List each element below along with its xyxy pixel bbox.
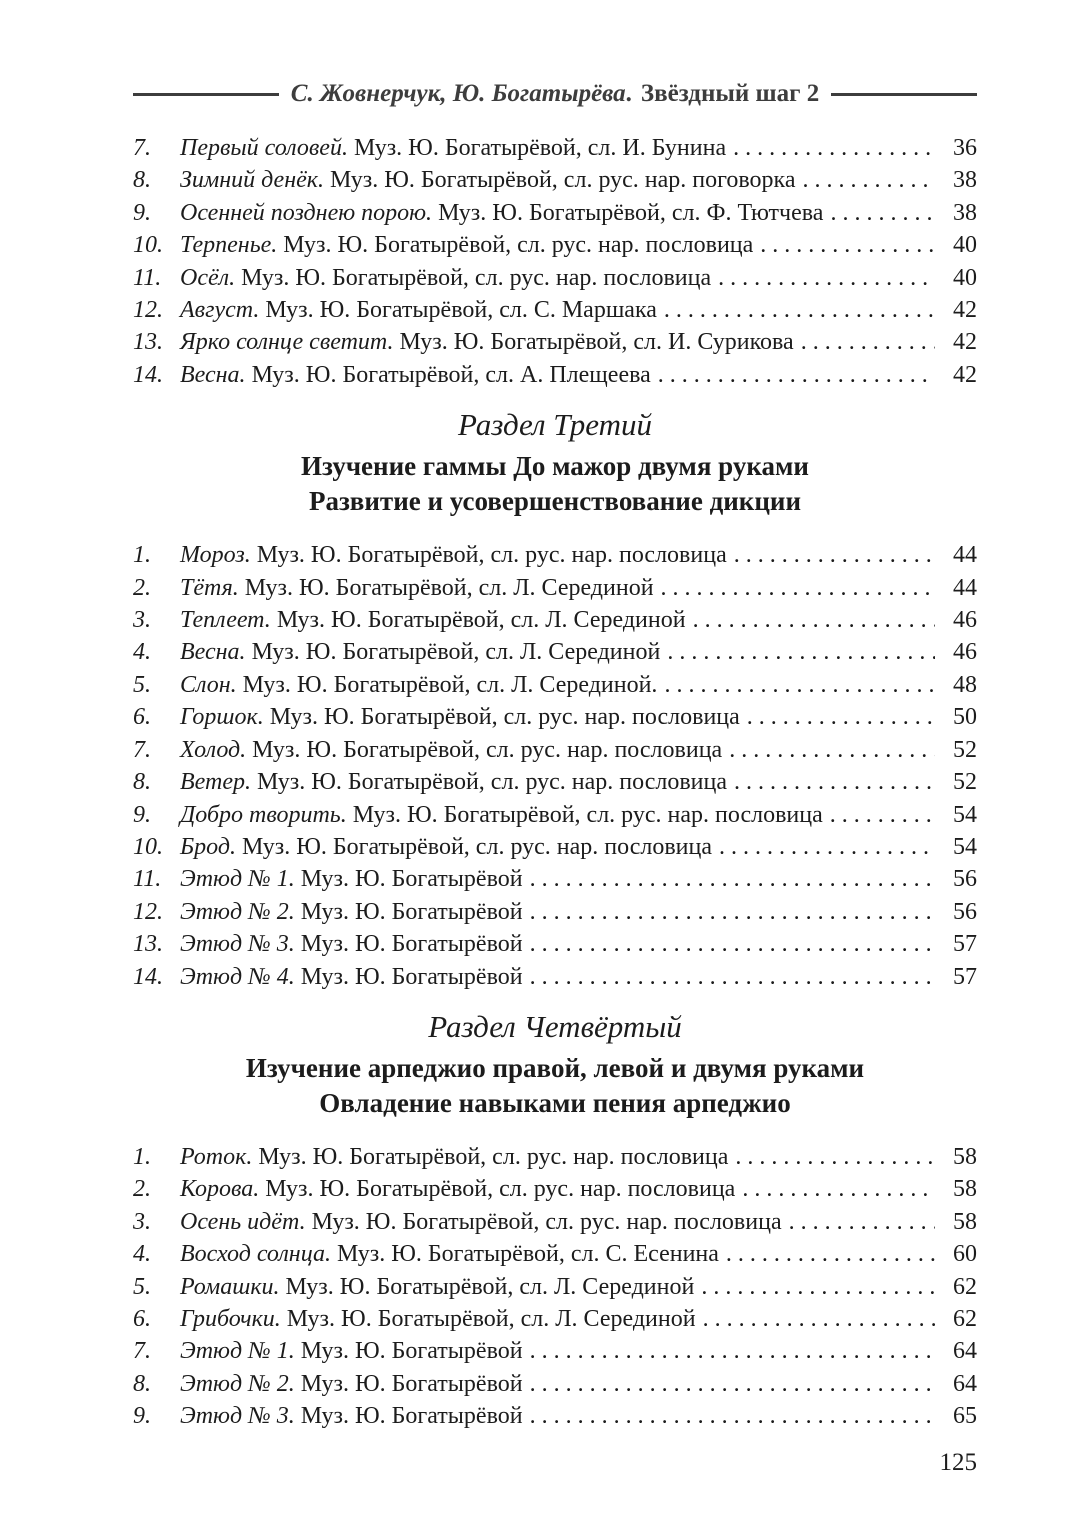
item-page: 56	[953, 866, 977, 893]
item-title: Этюд № 1.	[180, 1338, 295, 1365]
item-credits: Муз. Ю. Богатырёвой, сл. Ф. Тютчева	[432, 199, 824, 226]
item-label	[180, 326, 794, 358]
toc-item	[133, 1173, 977, 1205]
item-credits: Муз. Ю. Богатырёвой, сл. Л. Серединой.	[236, 671, 658, 698]
leader-dots	[830, 799, 935, 831]
item-label	[180, 1335, 523, 1367]
item-credits: Муз. Ю. Богатырёвой, сл. рус. нар. пословица	[263, 704, 740, 731]
item-label	[180, 197, 823, 229]
item-number: 2.	[133, 1176, 151, 1203]
item-title: Ярко солнце светит.	[180, 329, 394, 356]
leader-dots	[664, 294, 935, 326]
toc-item	[133, 326, 977, 358]
item-number: 8.	[133, 769, 151, 796]
item-number: 1.	[133, 1143, 151, 1170]
item-title: Этюд № 2.	[180, 1370, 295, 1397]
item-page: 48	[953, 671, 977, 698]
item-title: Роток.	[180, 1143, 253, 1170]
item-number: 7.	[133, 736, 151, 763]
leader-dots	[802, 164, 935, 196]
item-title: Теплеет.	[180, 607, 271, 634]
toc-item	[133, 928, 977, 960]
item-number: 11.	[133, 264, 162, 291]
toc	[133, 132, 977, 1433]
leader-dots	[718, 262, 935, 294]
leader-dots	[530, 863, 935, 895]
item-page: 62	[953, 1305, 977, 1332]
page-number: 125	[939, 1448, 977, 1476]
leader-dots	[703, 1303, 935, 1335]
item-credits: Муз. Ю. Богатырёвой, сл. рус. нар. пословица	[346, 801, 823, 828]
item-number: 9.	[133, 1403, 151, 1430]
item-label	[180, 734, 722, 766]
section-heading	[133, 405, 977, 519]
item-credits: Муз. Ю. Богатырёвой, сл. И. Бунина	[347, 135, 727, 161]
header-book-title: Звёздный шаг 2	[640, 80, 820, 107]
leader-dots	[530, 928, 935, 960]
item-page: 50	[953, 704, 977, 731]
item-page: 52	[953, 736, 977, 763]
item-credits: Муз. Ю. Богатырёвой, сл. рус. нар. пословица	[305, 1208, 782, 1235]
item-label	[180, 229, 753, 261]
leader-dots	[760, 229, 935, 261]
item-page: 46	[953, 607, 977, 634]
item-title: Слон.	[180, 671, 237, 698]
item-page: 44	[953, 574, 977, 601]
item-credits: Муз. Ю. Богатырёвой, сл. рус. нар. пословица	[235, 833, 713, 860]
item-credits: Муз. Ю. Богатырёвой, сл. Л. Серединой	[270, 607, 686, 634]
toc-item	[133, 539, 977, 571]
item-number: 6.	[133, 1305, 151, 1332]
toc-list	[133, 539, 977, 993]
item-credits: Муз. Ю. Богатырёвой	[294, 1338, 523, 1365]
item-title: Брод.	[180, 833, 236, 860]
item-title: Горшок.	[180, 704, 264, 731]
toc-item	[133, 1271, 977, 1303]
item-title: Тётя.	[180, 574, 239, 601]
leader-dots	[747, 701, 935, 733]
item-label	[180, 539, 727, 571]
item-credits: Муз. Ю. Богатырёвой, сл. рус. нар. пословица	[235, 264, 712, 291]
item-credits: Муз. Ю. Богатырёвой	[294, 931, 523, 958]
section-subtitle: Изучение арпеджио правой, левой и двумя руками	[245, 1052, 865, 1083]
toc-item	[133, 831, 977, 863]
item-title: Весна.	[180, 361, 246, 388]
item-number: 2.	[133, 574, 151, 601]
section-name: Раздел Третий	[458, 407, 652, 443]
item-title: Осёл.	[180, 264, 236, 291]
item-credits: Муз. Ю. Богатырёвой, сл. Л. Серединой	[238, 574, 654, 601]
header-separator: .	[625, 80, 632, 107]
item-credits: Муз. Ю. Богатырёвой	[294, 963, 523, 990]
item-title: Корова.	[180, 1176, 260, 1203]
leader-dots	[719, 831, 935, 863]
toc-item	[133, 863, 977, 895]
leader-dots	[742, 1173, 935, 1205]
item-label	[180, 1400, 523, 1432]
item-title: Грибочки.	[180, 1305, 281, 1332]
leader-dots	[801, 326, 935, 358]
toc-item	[133, 132, 977, 164]
header-title	[291, 80, 819, 108]
item-credits: Муз. Ю. Богатырёвой, сл. рус. нар. пословица	[252, 1143, 729, 1170]
item-page: 44	[953, 542, 977, 569]
item-credits: Муз. Ю. Богатырёвой	[294, 866, 523, 893]
item-title: Осень идёт.	[180, 1208, 306, 1235]
item-credits: Муз. Ю. Богатырёвой, сл. С. Есенина	[331, 1241, 719, 1268]
item-label	[180, 262, 711, 294]
item-page: 38	[953, 199, 977, 226]
running-header	[133, 80, 977, 108]
leader-dots	[789, 1206, 935, 1238]
item-number: 9.	[133, 199, 151, 226]
item-number: 4.	[133, 1241, 151, 1268]
item-label	[180, 572, 654, 604]
item-label	[180, 1238, 719, 1270]
item-label	[180, 1141, 728, 1173]
toc-item	[133, 734, 977, 766]
leader-dots	[664, 669, 935, 701]
item-label	[180, 636, 660, 668]
item-page: 52	[953, 769, 977, 796]
item-title: Этюд № 4.	[180, 963, 295, 990]
item-label	[180, 961, 523, 993]
item-label	[180, 896, 523, 928]
leader-dots	[667, 636, 935, 668]
toc-item	[133, 359, 977, 391]
item-credits: Муз. Ю. Богатырёвой, сл. рус. нар. поговорка	[323, 167, 796, 194]
leader-dots	[661, 572, 935, 604]
section-name: Раздел Четвёртый	[428, 1008, 682, 1044]
item-number: 8.	[133, 1370, 151, 1397]
item-label	[180, 831, 712, 863]
item-label	[180, 701, 740, 733]
section-subtitle: Развитие и усовершенствование дикции	[308, 486, 802, 517]
toc-item	[133, 229, 977, 261]
item-label	[180, 799, 823, 831]
item-title: Весна.	[180, 639, 246, 666]
toc-list	[133, 1141, 977, 1433]
item-label	[180, 294, 657, 326]
item-number: 7.	[133, 1338, 151, 1365]
toc-item	[133, 1335, 977, 1367]
item-label	[180, 1173, 735, 1205]
item-title: Добро творить.	[180, 801, 347, 828]
item-credits: Муз. Ю. Богатырёвой, сл. рус. нар. пословица	[277, 232, 754, 259]
toc-item	[133, 1141, 977, 1173]
item-number: 11.	[133, 866, 162, 893]
item-title: Этюд № 3.	[180, 1403, 295, 1430]
item-number: 8.	[133, 167, 151, 194]
item-label	[180, 1206, 782, 1238]
item-label	[180, 766, 727, 798]
item-label	[180, 164, 795, 196]
item-page: 40	[953, 264, 977, 291]
leader-dots	[735, 1141, 935, 1173]
item-page: 42	[953, 361, 977, 388]
item-number: 14.	[133, 963, 163, 990]
toc-item	[133, 799, 977, 831]
leader-dots	[734, 539, 935, 571]
item-title: Зимний денёк.	[180, 167, 324, 194]
item-page: 57	[953, 931, 977, 958]
header-authors: С. Жовнерчук, Ю. Богатырёва	[290, 80, 626, 107]
item-title: Этюд № 3.	[180, 931, 295, 958]
header-rule-left	[133, 93, 279, 96]
item-number: 3.	[133, 607, 151, 634]
toc-item	[133, 1303, 977, 1335]
leader-dots	[693, 604, 935, 636]
item-number: 12.	[133, 898, 163, 925]
item-credits: Муз. Ю. Богатырёвой, сл. И. Сурикова	[393, 329, 794, 356]
item-title: Мороз.	[180, 542, 251, 569]
toc-list	[133, 132, 977, 391]
item-number: 5.	[133, 1273, 151, 1300]
item-title: Осенней позднею порою.	[180, 199, 433, 226]
leader-dots	[658, 359, 935, 391]
toc-item	[133, 294, 977, 326]
toc-item	[133, 197, 977, 229]
item-page: 64	[953, 1338, 977, 1365]
item-page: 46	[953, 639, 977, 666]
item-page: 42	[953, 329, 977, 356]
toc-item	[133, 1400, 977, 1432]
leader-dots	[830, 197, 935, 229]
item-number: 10.	[133, 833, 163, 860]
item-credits: Муз. Ю. Богатырёвой, сл. Л. Серединой	[280, 1305, 696, 1332]
item-page: 58	[953, 1176, 977, 1203]
item-label	[180, 928, 523, 960]
item-credits: Муз. Ю. Богатырёвой, сл. рус. нар. пословица	[259, 1176, 736, 1203]
item-number: 7.	[133, 135, 151, 161]
item-title: Ветер.	[180, 769, 251, 796]
item-credits: Муз. Ю. Богатырёвой, сл. С. Маршака	[259, 297, 657, 324]
leader-dots	[734, 766, 935, 798]
leader-dots	[701, 1271, 935, 1303]
item-page: 56	[953, 898, 977, 925]
item-number: 10.	[133, 232, 163, 259]
toc-item	[133, 572, 977, 604]
item-number: 3.	[133, 1208, 151, 1235]
item-page: 38	[953, 167, 977, 194]
item-title: Август.	[180, 297, 260, 324]
toc-item	[133, 262, 977, 294]
item-label	[180, 1271, 694, 1303]
toc-item	[133, 766, 977, 798]
leader-dots	[530, 896, 935, 928]
item-number: 9.	[133, 801, 151, 828]
section-subtitle: Овладение навыками пения арпеджио	[319, 1087, 791, 1118]
item-page: 54	[953, 801, 977, 828]
item-page: 54	[953, 833, 977, 860]
item-title: Терпенье.	[180, 232, 278, 259]
item-title: Этюд № 1.	[180, 866, 295, 893]
leader-dots	[530, 961, 935, 993]
item-label	[180, 604, 686, 636]
toc-item	[133, 1206, 977, 1238]
item-label	[180, 669, 657, 701]
item-title: Ромашки.	[180, 1273, 280, 1300]
item-number: 13.	[133, 931, 163, 958]
item-page: 58	[953, 1208, 977, 1235]
item-page: 60	[953, 1241, 977, 1268]
item-credits: Муз. Ю. Богатырёвой	[294, 1370, 523, 1397]
item-number: 5.	[133, 671, 151, 698]
item-label	[180, 359, 651, 391]
toc-item	[133, 636, 977, 668]
item-credits: Муз. Ю. Богатырёвой, сл. рус. нар. пословица	[246, 736, 723, 763]
leader-dots	[530, 1400, 935, 1432]
item-page: 57	[953, 963, 977, 990]
item-title: Этюд № 2.	[180, 898, 295, 925]
leader-dots	[530, 1335, 935, 1367]
leader-dots	[729, 734, 935, 766]
toc-item	[133, 1238, 977, 1270]
item-credits: Муз. Ю. Богатырёвой, сл. рус. нар. пословица	[250, 542, 727, 569]
toc-item	[133, 604, 977, 636]
section-subtitle: Изучение гаммы До мажор двумя руками	[301, 451, 809, 482]
item-title: Первый соловей.	[180, 135, 348, 161]
item-label	[180, 863, 523, 895]
item-page: 58	[953, 1143, 977, 1170]
item-credits: Муз. Ю. Богатырёвой, сл. рус. нар. пословица	[250, 769, 728, 796]
leader-dots	[733, 132, 935, 164]
item-page: 42	[953, 297, 977, 324]
item-credits: Муз. Ю. Богатырёвой	[294, 1403, 523, 1430]
item-number: 1.	[133, 542, 151, 569]
item-title: Холод.	[180, 736, 247, 763]
leader-dots	[530, 1368, 935, 1400]
item-number: 12.	[133, 297, 163, 324]
toc-item	[133, 1368, 977, 1400]
item-credits: Муз. Ю. Богатырёвой, сл. Л. Серединой	[279, 1273, 695, 1300]
item-number: 14.	[133, 361, 163, 388]
item-title: Восход солнца.	[180, 1241, 331, 1268]
item-credits: Муз. Ю. Богатырёвой, сл. А. Плещеева	[245, 361, 651, 388]
toc-item	[133, 961, 977, 993]
item-label	[180, 132, 726, 164]
item-page: 62	[953, 1273, 977, 1300]
item-page: 64	[953, 1370, 977, 1397]
toc-item	[133, 701, 977, 733]
toc-item	[133, 164, 977, 196]
item-page: 36	[953, 135, 977, 161]
header-rule-right	[831, 93, 977, 96]
item-number: 13.	[133, 329, 163, 356]
item-page: 40	[953, 232, 977, 259]
item-label	[180, 1368, 523, 1400]
item-credits: Муз. Ю. Богатырёвой	[294, 898, 523, 925]
section-heading	[133, 1007, 977, 1121]
leader-dots	[726, 1238, 935, 1270]
item-label	[180, 1303, 696, 1335]
toc-item	[133, 669, 977, 701]
item-credits: Муз. Ю. Богатырёвой, сл. Л. Серединой	[245, 639, 661, 666]
item-number: 6.	[133, 704, 151, 731]
toc-item	[133, 896, 977, 928]
item-number: 4.	[133, 639, 151, 666]
item-page: 65	[953, 1403, 977, 1430]
